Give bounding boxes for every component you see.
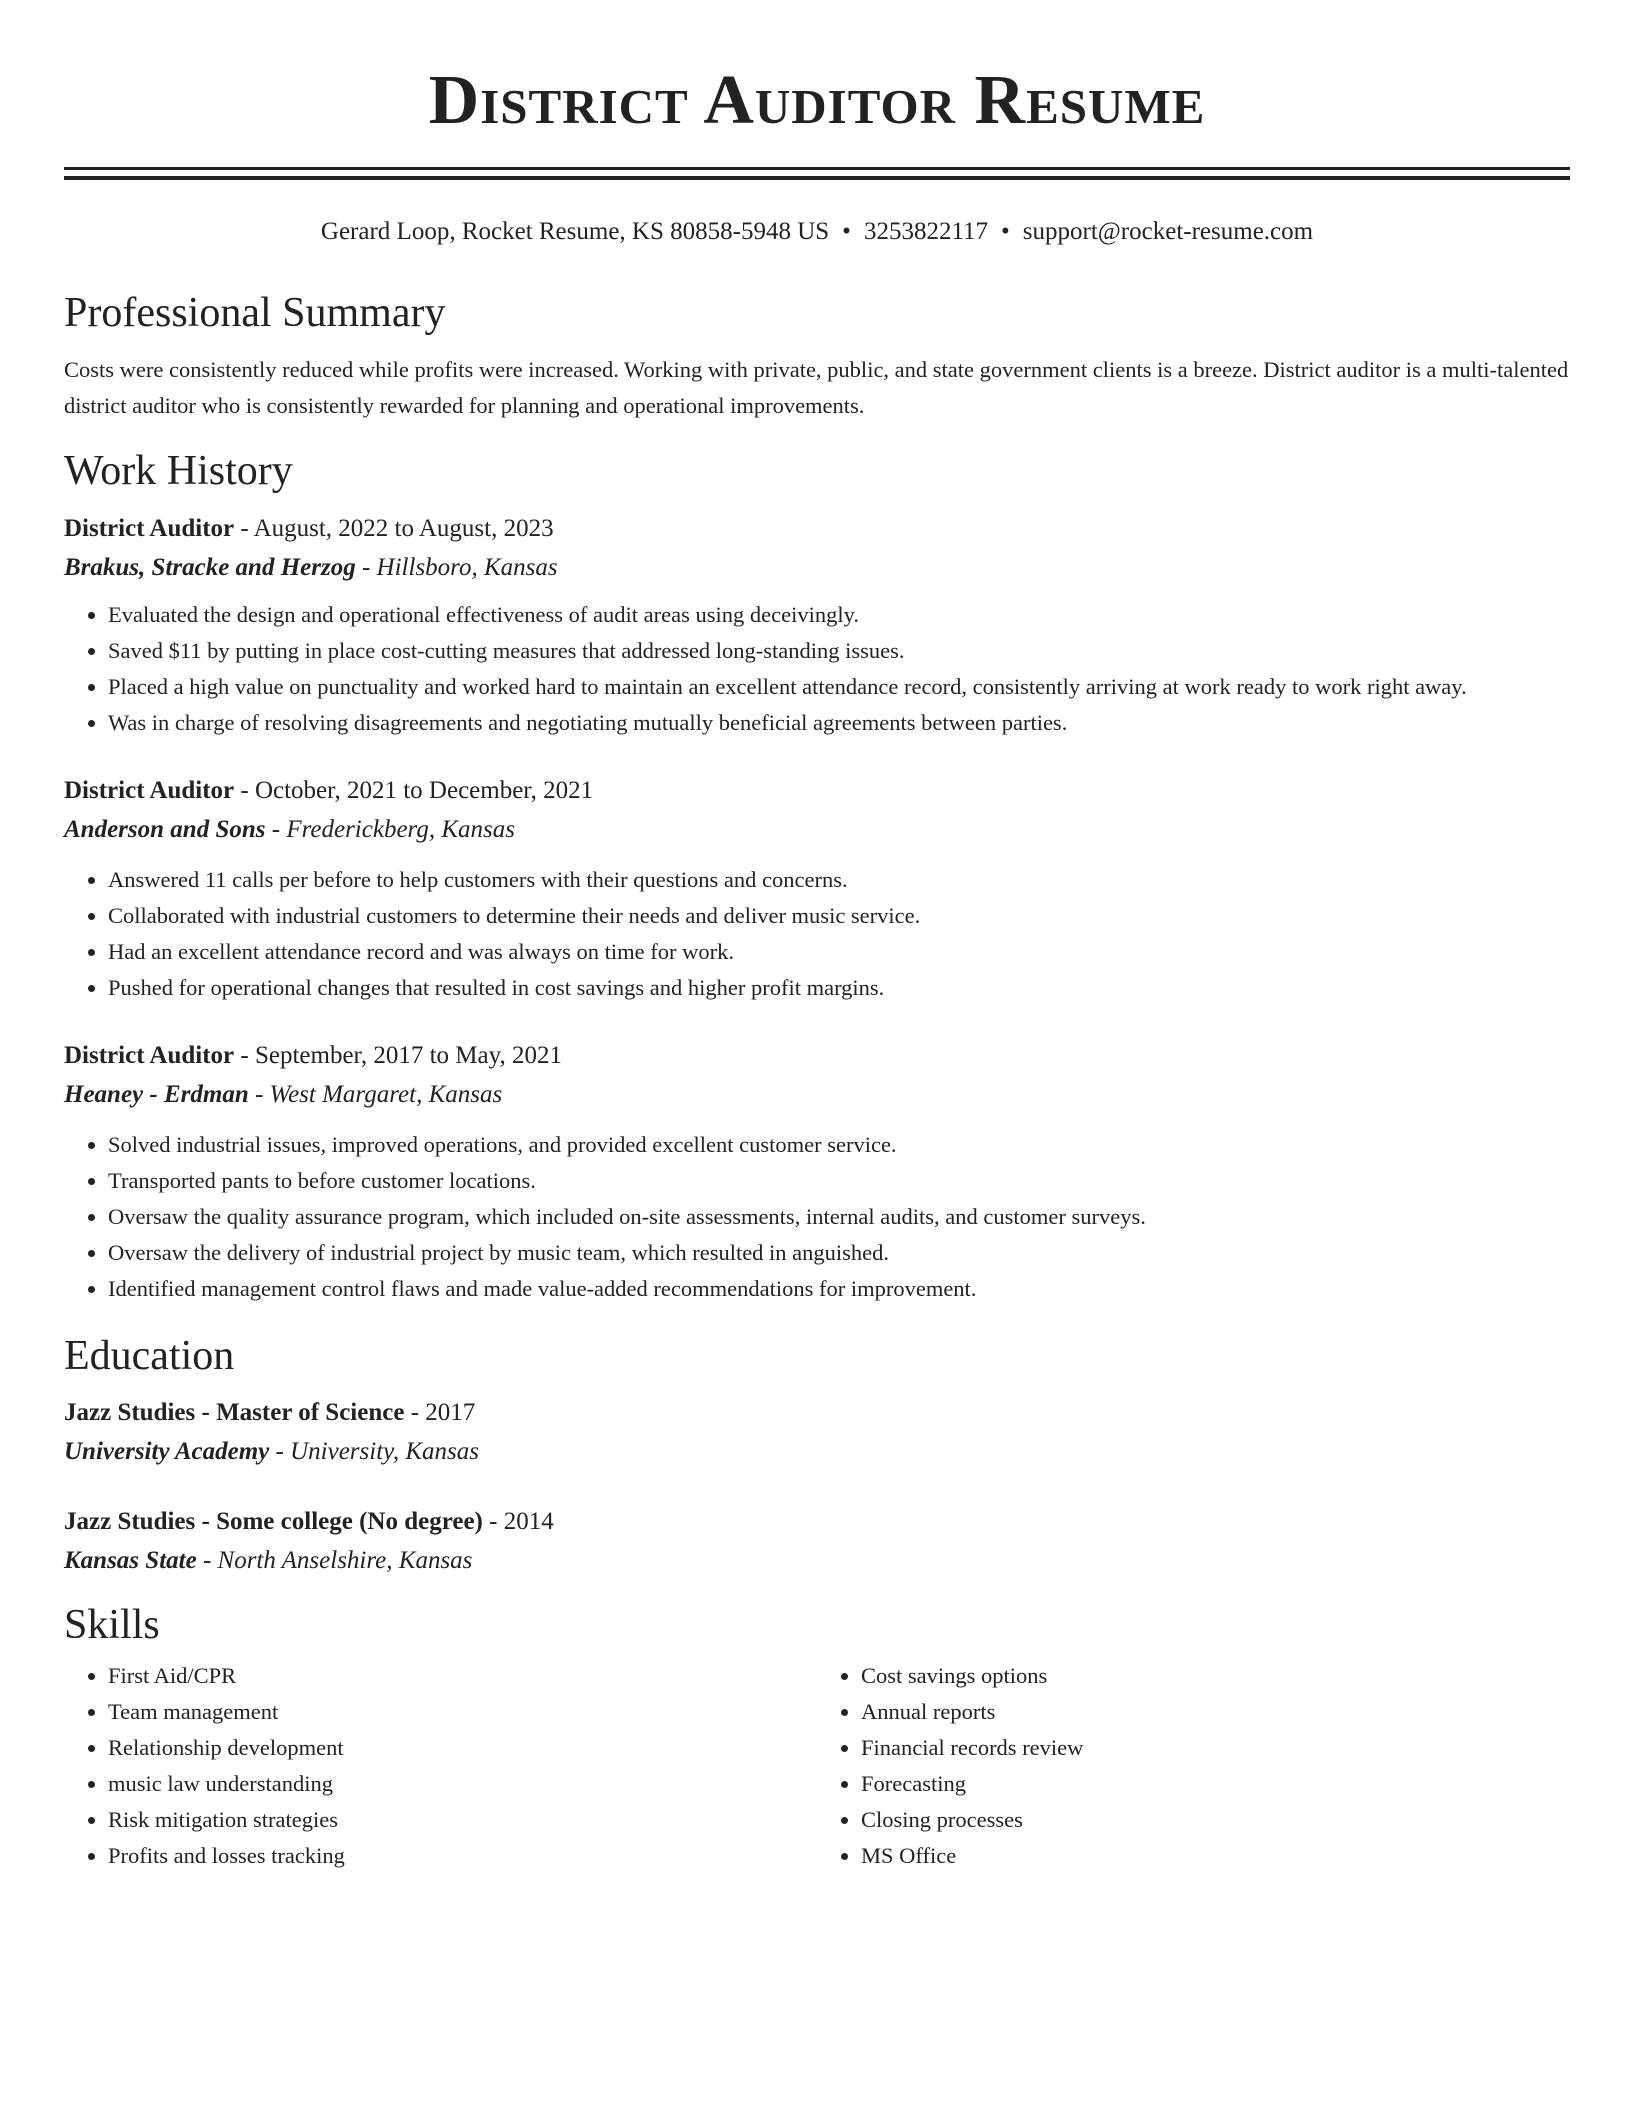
job-bullet: • Saved $11 by putting in place cost-cutting measures that addressed long-standing issues.: [108, 633, 1570, 669]
job-title-line: District Auditor - September, 2017 to May, 2021: [64, 1042, 563, 1069]
job-company: Brakus, Stracke and Herzog: [64, 554, 356, 581]
education-degree: Jazz Studies - Some college (No degree): [64, 1508, 483, 1535]
title-divider-bottom: [64, 176, 1570, 180]
education-entry: [64, 1393, 1570, 1471]
education-year: 2014: [503, 1508, 554, 1535]
contact-email: support@rocket-resume.com: [1022, 218, 1314, 245]
education-location: North Anselshire, Kansas: [217, 1547, 473, 1574]
job-bullet: • Oversaw the quality assurance program, which included on-site assessments, internal audits, and customer surveys.: [108, 1199, 1570, 1235]
education-school-line: Kansas State - North Anselshire, Kansas: [64, 1547, 473, 1574]
skill-item: • Team management: [108, 1694, 817, 1730]
work-history-heading: Work History: [64, 448, 293, 494]
job-bullet: • Solved industrial issues, improved operations, and provided excellent customer service.: [108, 1127, 1570, 1163]
skill-item: • Cost savings options: [861, 1658, 1570, 1694]
skills-heading: Skills: [64, 1602, 160, 1648]
skill-item: • Relationship development: [108, 1730, 817, 1766]
job-bullet: • Collaborated with industrial customers to determine their needs and deliver music service.: [108, 898, 1570, 934]
education-school-line: University Academy - University, Kansas: [64, 1438, 480, 1465]
job-company-line: Brakus, Stracke and Herzog - Hillsboro, Kansas: [64, 554, 558, 581]
job-dates: October, 2021 to December, 2021: [254, 777, 594, 804]
job-title: District Auditor: [64, 777, 235, 804]
education-degree: Jazz Studies - Master of Science: [64, 1399, 405, 1426]
education-degree-line: Jazz Studies - Some college (No degree) - 2014: [64, 1508, 554, 1535]
skills-list-right: [817, 1658, 1570, 1874]
skill-item: • Forecasting: [861, 1766, 1570, 1802]
job-bullets: [64, 862, 1570, 1006]
job-bullets: [64, 597, 1570, 741]
job-bullet: • Pushed for operational changes that resulted in cost savings and higher profit margins.: [108, 970, 1570, 1006]
skill-item: • Annual reports: [861, 1694, 1570, 1730]
education-degree-line: Jazz Studies - Master of Science - 2017: [64, 1399, 476, 1426]
job-title: District Auditor: [64, 515, 235, 542]
summary-heading: Professional Summary: [64, 290, 446, 336]
job-bullets: [64, 1127, 1570, 1307]
job-title-line: District Auditor - October, 2021 to December, 2021: [64, 777, 594, 804]
skill-item: • MS Office: [861, 1838, 1570, 1874]
education-heading: Education: [64, 1333, 235, 1379]
job-bullet: • Transported pants to before customer locations.: [108, 1163, 1570, 1199]
education-entry: [64, 1502, 1570, 1580]
skills-columns: [64, 1658, 1570, 1874]
education-school: Kansas State: [64, 1547, 197, 1574]
contact-separator: •: [842, 218, 851, 245]
resume-page: [64, 0, 1570, 1874]
skill-item: • Financial records review: [861, 1730, 1570, 1766]
education-school: University Academy: [64, 1438, 270, 1465]
job-dates: August, 2022 to August, 2023: [253, 515, 554, 542]
skills-list-left: [64, 1658, 817, 1874]
summary-text: Costs were consistently reduced while profits were increased. Working with private, public, and state government clients is a breeze. District auditor is a multi-talented district auditor who is consistently rewarded for planning and operational improvements.: [64, 357, 1569, 418]
job-company: Heaney - Erdman: [64, 1081, 249, 1108]
skill-item: • First Aid/CPR: [108, 1658, 817, 1694]
title-divider-top: [64, 167, 1570, 170]
job-entry: [64, 509, 1570, 741]
job-title-line: District Auditor - August, 2022 to August, 2023: [64, 515, 554, 542]
contact-address: Gerard Loop, Rocket Resume, KS 80858-5948 US: [320, 218, 830, 245]
job-bullet: • Evaluated the design and operational effectiveness of audit areas using deceivingly.: [108, 597, 1570, 633]
job-location: Hillsboro, Kansas: [376, 554, 558, 581]
contact-line: [64, 216, 1570, 248]
job-location: Frederickberg, Kansas: [286, 816, 515, 843]
job-entry: [64, 1036, 1570, 1307]
job-company: Anderson and Sons: [64, 816, 266, 843]
job-bullet: • Answered 11 calls per before to help customers with their questions and concerns.: [108, 862, 1570, 898]
job-bullet: • Oversaw the delivery of industrial project by music team, which resulted in anguished.: [108, 1235, 1570, 1271]
education-location: University, Kansas: [290, 1438, 480, 1465]
job-entry: [64, 771, 1570, 1006]
job-bullet: • Was in charge of resolving disagreements and negotiating mutually beneficial agreements between parties.: [108, 705, 1570, 741]
job-company-line: Anderson and Sons - Frederickberg, Kansas: [64, 816, 515, 843]
resume-title: District Auditor Resume: [428, 62, 1206, 139]
job-bullet: • Had an excellent attendance record and was always on time for work.: [108, 934, 1570, 970]
contact-phone: 3253822117: [863, 218, 989, 245]
job-dates: September, 2017 to May, 2021: [254, 1042, 563, 1069]
job-location: West Margaret, Kansas: [269, 1081, 503, 1108]
job-bullet: • Identified management control flaws and made value-added recommendations for improvement.: [108, 1271, 1570, 1307]
skill-item: • Closing processes: [861, 1802, 1570, 1838]
job-title: District Auditor: [64, 1042, 235, 1069]
skill-item: • music law understanding: [108, 1766, 817, 1802]
skill-item: • Risk mitigation strategies: [108, 1802, 817, 1838]
education-year: 2017: [425, 1399, 476, 1426]
job-company-line: Heaney - Erdman - West Margaret, Kansas: [64, 1081, 503, 1108]
skill-item: • Profits and losses tracking: [108, 1838, 817, 1874]
contact-separator: •: [1001, 218, 1010, 245]
job-bullet: • Placed a high value on punctuality and worked hard to maintain an excellent attendance record, consistently arriving at work ready to work right away.: [108, 669, 1570, 705]
